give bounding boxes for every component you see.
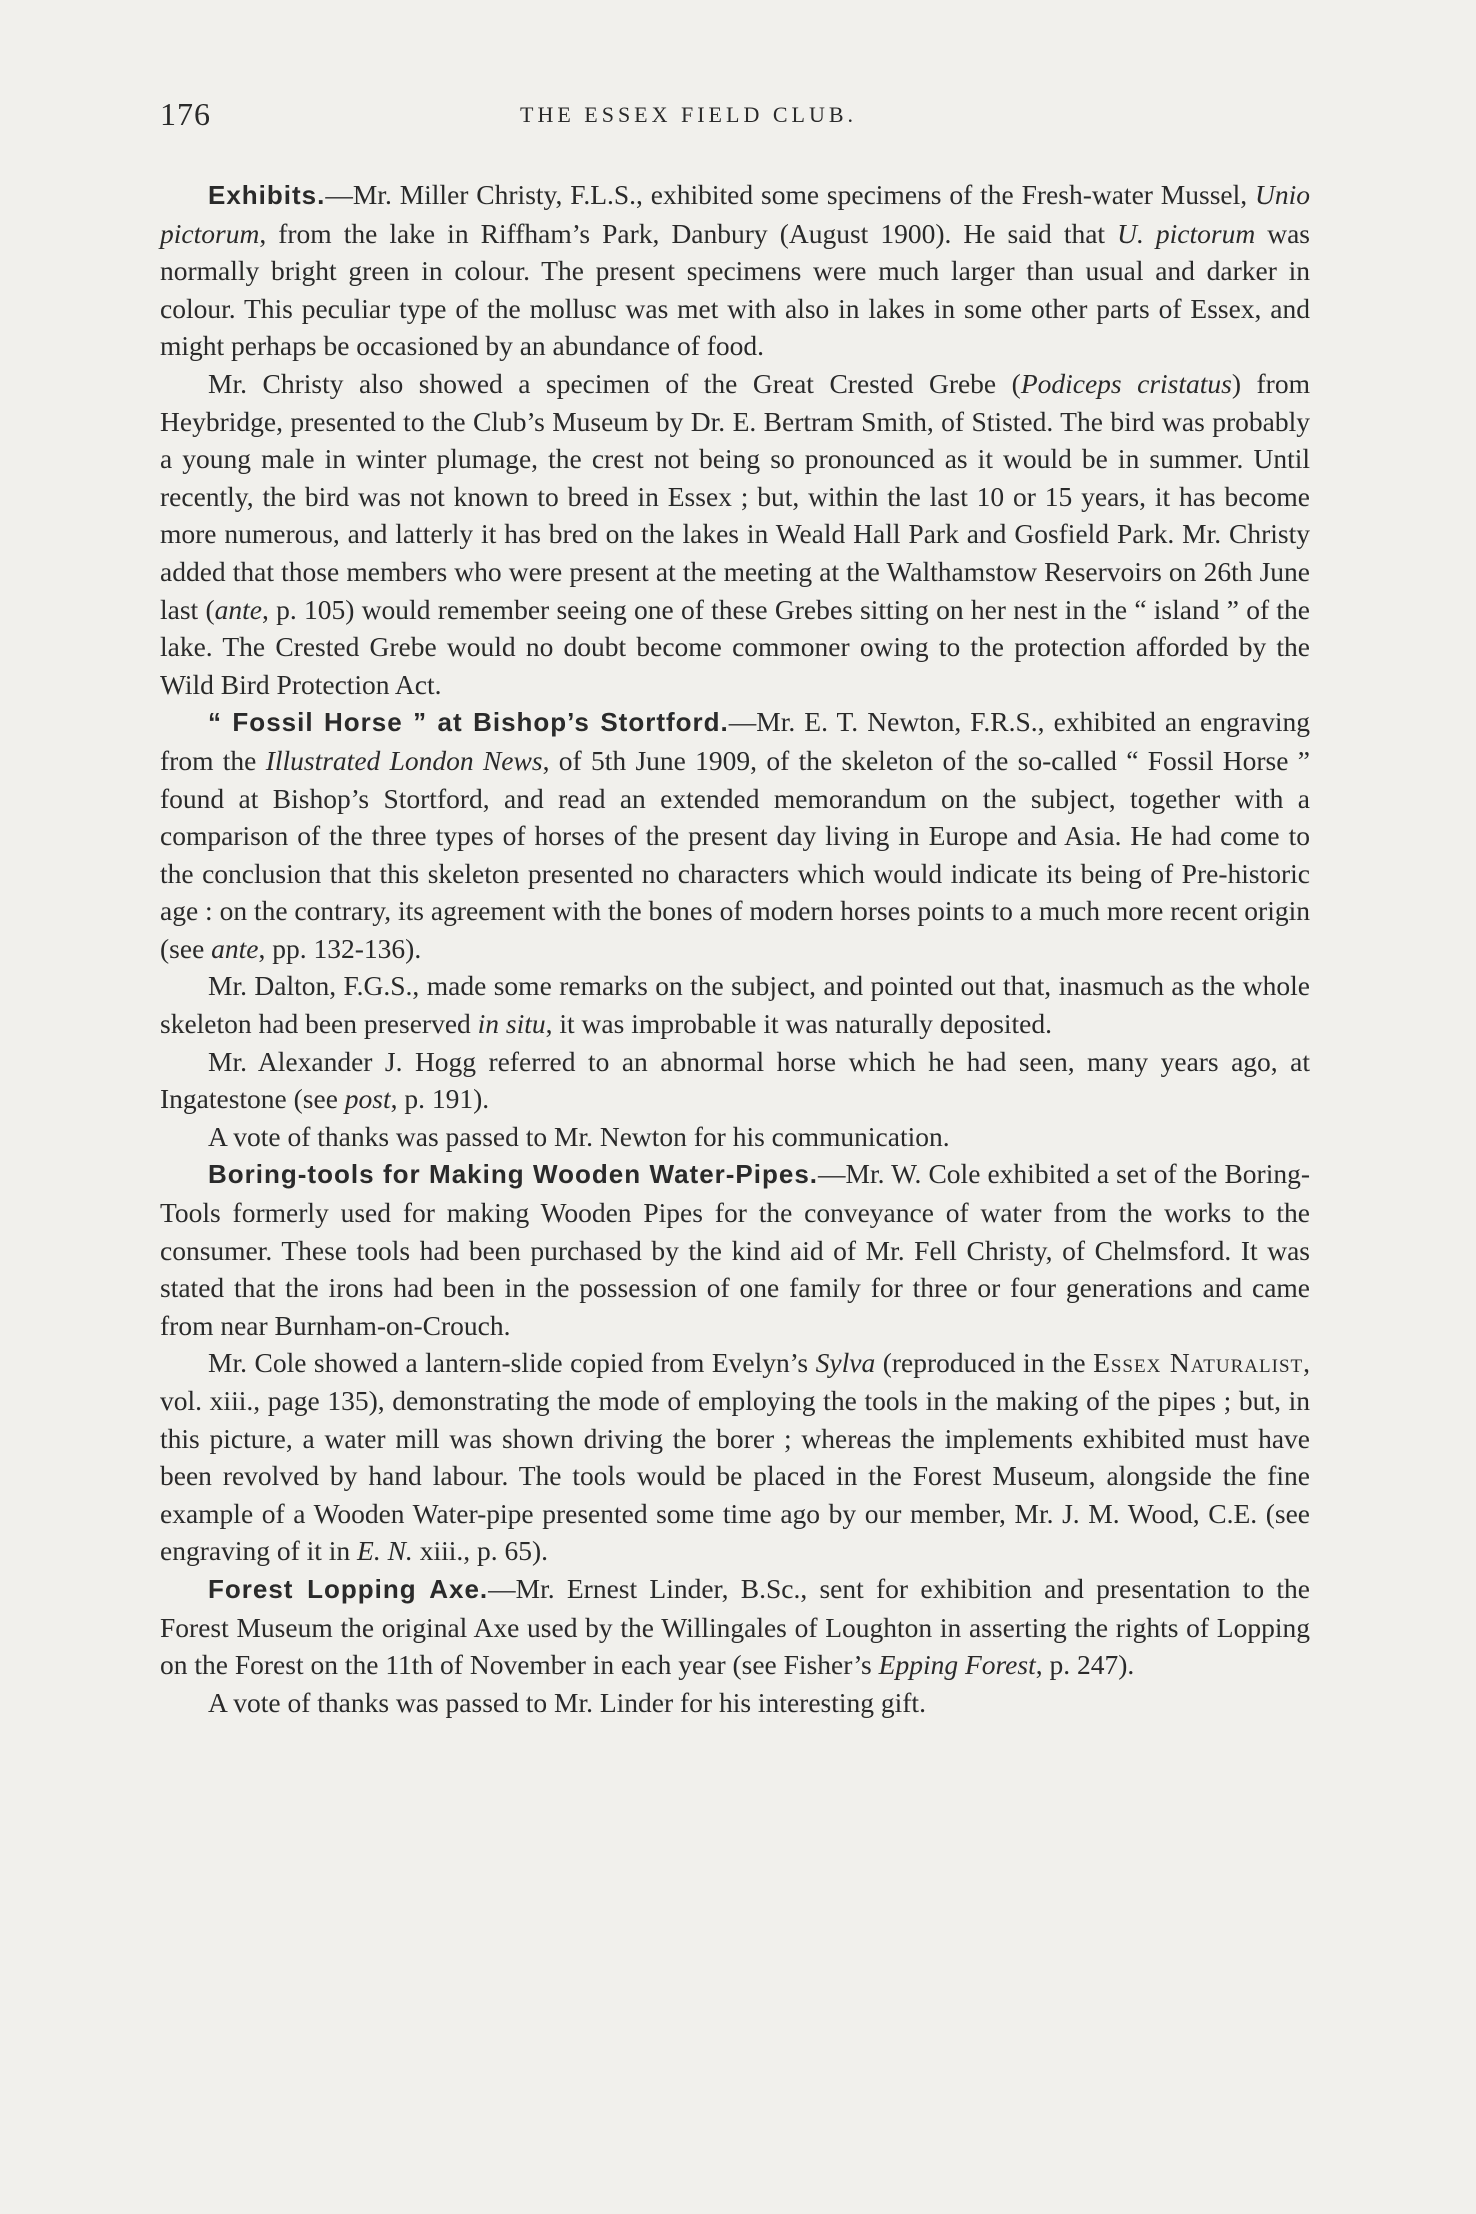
paragraph-text: ) from Heybridge, presented to the Club’s Museum by Dr. E. Bertram Smith, of Stisted. The bird was probably a young male in winter plumage, the crest not being so pronounced as it would be in summer. Until recently, the bird was not known to breed in Essex ; but, within the last 10 or 15 years, it has become more numerous, and latterly it has bred on the lakes in Weald Hall Park and Gosfield Park. Mr. Christy added that those members who were present at the meeting at the Walthamstow Reservoirs on 26th June last (: [160, 367, 1310, 625]
paragraph-text: —Mr. E. T. Newton, F.R.S., exhibited an engraving from the: [160, 706, 1310, 776]
page-header: [160, 96, 1310, 136]
paragraph: [160, 1344, 1310, 1570]
paragraph-text: , it was improbable it was naturally deposited.: [545, 1008, 1053, 1040]
italic-text: Podiceps cristatus: [1020, 367, 1232, 399]
paragraph: [160, 1043, 1310, 1118]
italic-text: Epping Forest: [878, 1649, 1036, 1681]
paragraph-text: , p. 105) would remember seeing one of these Grebes sitting on her nest in the “ island ” of the lake. The Crested Grebe would no doubt become commoner owing to the protection afforded by the Wild Bird Protection Act.: [160, 593, 1310, 700]
paragraph-text: , vol. xiii., page 135), demonstrating the mode of employing the tools in the making of the pipes ; but, in this picture, a water mill was shown driving the borer ; whereas the implements exhibited must have been revolved by hand labour. The tools would be placed in the Forest Museum, alongside the fine example of a Wooden Water-pipe presented some time ago by our member, Mr. J. M. Wood, C.E. (see engraving of it in: [160, 1347, 1311, 1567]
paragraph-text: xiii., p. 65).: [412, 1535, 549, 1567]
paragraph: [160, 176, 1310, 365]
paragraph: [160, 1684, 1310, 1722]
italic-text: E. N.: [357, 1535, 413, 1567]
italic-text: Illustrated London News: [265, 744, 543, 776]
paragraph: [160, 1118, 1310, 1156]
article-body: [160, 176, 1310, 1721]
paragraph-text: A vote of thanks was passed to Mr. Linder for his interesting gift.: [208, 1686, 926, 1718]
section-heading: Boring-tools for Making Wooden Water-Pipes.: [208, 1159, 819, 1190]
paragraph-text: , p. 247).: [1035, 1649, 1135, 1681]
paragraph: [160, 1155, 1310, 1344]
paragraph-text: , p. 191).: [390, 1083, 490, 1115]
section-heading: Exhibits.: [208, 180, 326, 210]
paragraph-text: —Mr. Miller Christy, F.L.S., exhibited some specimens of the Fresh-water Mussel,: [325, 179, 1255, 210]
paragraph-text: —Mr. W. Cole exhibited a set of the Boring-Tools formerly used for making Wooden Pipes for the conveyance of water from the works to the consumer. These tools had been purchased by the kind aid of Mr. Fell Christy, of Chelmsford. It was stated that the irons had been in the possession of one family for three or four generations and came from near Burnham-on-Crouch.: [160, 1158, 1310, 1341]
italic-text: Sylva: [815, 1347, 876, 1379]
paragraph-text: Mr. Cole showed a lantern-slide copied from Evelyn’s: [208, 1347, 816, 1379]
paragraph: [160, 967, 1310, 1042]
italic-text: U. pictorum: [1117, 217, 1256, 249]
paragraph-text: A vote of thanks was passed to Mr. Newton for his communication.: [208, 1120, 950, 1152]
section-heading: Forest Lopping Axe.: [208, 1573, 489, 1604]
paragraph-text: —Mr. Ernest Linder, B.Sc., sent for exhibition and presentation to the Forest Museum the original Axe used by the Willingales of Loughton in asserting the rights of Lopping on the Forest on the 11th of November in each year (see Fisher’s: [160, 1572, 1310, 1681]
paragraph: [160, 1570, 1310, 1684]
paragraph-text: (reproduced in the: [875, 1347, 1094, 1379]
paragraph-text: , of 5th June 1909, of the skeleton of the so-called “ Fossil Horse ” found at Bishop’s Stortford, and read an extended memorandum on the subject, together with a comparison of the three types of horses of the present day living in Europe and Asia. He had come to the conclusion that this skeleton presented no characters which would indicate its being of Pre-historic age : on the contrary, its agreement with the bones of modern horses points to a much more recent origin (see: [160, 744, 1310, 964]
paragraph-text: Mr. Dalton, F.G.S., made some remarks on the subject, and pointed out that, inasmuch as the whole skeleton had been preserved: [160, 970, 1310, 1040]
italic-text: post: [344, 1083, 391, 1115]
paragraph-text: Mr. Christy also showed a specimen of the Great Crested Grebe (: [208, 367, 1021, 399]
italic-text: Unio pictorum: [160, 179, 1310, 249]
italic-text: ante: [211, 932, 259, 964]
paragraph-text: , from the lake in Riffham’s Park, Danbury (August 1900). He said that: [259, 217, 1118, 249]
paragraph: [160, 365, 1310, 703]
section-heading: “ Fossil Horse ” at Bishop’s Stortford.: [208, 707, 729, 738]
paragraph-text: , pp. 132-136).: [258, 932, 422, 964]
italic-text: in situ: [477, 1008, 546, 1040]
running-head: THE ESSEX FIELD CLUB.: [520, 102, 857, 127]
small-caps-text: Essex Naturalist: [1093, 1347, 1304, 1379]
paragraph-text: was normally bright green in colour. The present specimens were much larger than usual and darker in colour. This peculiar type of the mollusc was met with also in lakes in some other parts of Essex, and might perhaps be occasioned by an abundance of food.: [160, 217, 1310, 362]
paragraph: [160, 703, 1310, 967]
page-number: 176: [160, 96, 211, 132]
paragraph-text: Mr. Alexander J. Hogg referred to an abnormal horse which he had seen, many years ago, at Ingatestone (see: [160, 1045, 1310, 1115]
italic-text: ante: [214, 593, 262, 625]
